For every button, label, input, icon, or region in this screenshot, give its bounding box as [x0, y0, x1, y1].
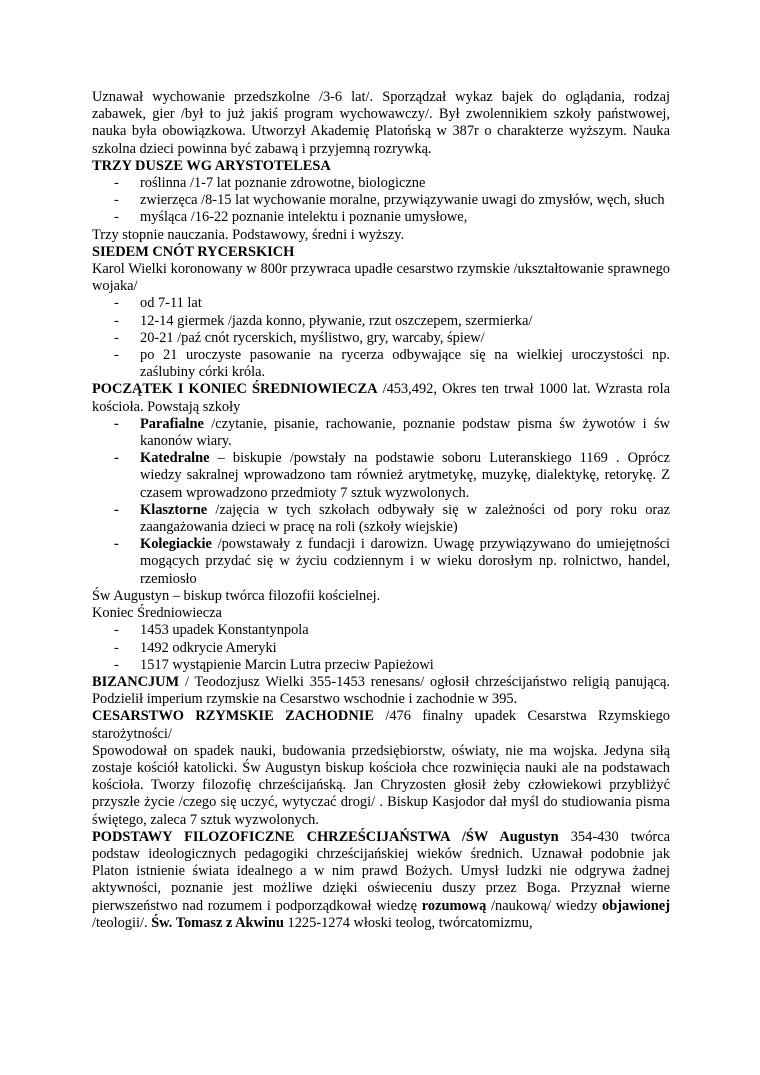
teaching-levels-text: Trzy stopnie nauczania. Podstawowy, średni i wyższy.: [92, 226, 405, 243]
list-item: - od 7-11 lat: [92, 295, 670, 312]
list-item: [92, 450, 670, 502]
school-name: Katedralne: [140, 450, 210, 467]
school-description: /powstawały z fundacji i darowizn. Uwagę przywiązywano do umiejętności mogących przydać się w życiu codziennym i w wieku dorosłym np. rolnictwo, handel, rzemiosło: [140, 536, 670, 587]
philosophy-text: /teologii/.: [92, 914, 152, 931]
knights-heading: SIEDEM CNÓT RYCERSKICH: [92, 243, 295, 260]
list-item: [92, 502, 670, 536]
intro-paragraph: Uznawał wychowanie przedszkolne /3-6 lat/. Sporządzał wykaz bajek do oglądania, rodzaj zabawek, gier /był to już jakiś program wychowawczy/. Był zwolennikiem szkoły państwowej, nauka była obowiązkowa. Utworzył Akademię Platońską w 387r o charakterze wyższym. Nauka szkolna dzieci powinna być zabawą i przyjemną rozrywką.: [92, 89, 670, 157]
list-item: - 1453 upadek Konstantynpola: [92, 622, 670, 639]
document-page: [92, 89, 670, 932]
augustine-line: Św Augustyn – biskup twórca filozofii kościelnej.: [92, 587, 381, 604]
byzantium-paragraph: [92, 674, 670, 708]
west-rome-label: CESARSTWO RZYMSKIE ZACHODNIE: [92, 708, 374, 725]
west-rome-text: /476 finalny upadek Cesarstwa Rzymskiego starożytności/: [92, 708, 670, 742]
knights-paragraph: Karol Wielki koronowany w 800r przywraca upadłe cesarstwo rzymskie /ukształtowanie sprawnego wojaka/: [92, 261, 670, 295]
knights-list: [92, 295, 670, 381]
school-description: – biskupie /powstały na podstawie soboru Luteranskiego 1169 . Oprócz wiedzy sakralnej wprowadzono tam również arytmetykę, muzykę, dialektykę, retorykę. Z czasem wprowadzono przedmioty 7 sztuk wyzwolonych.: [140, 450, 670, 501]
end-middle-ages-list: [92, 622, 670, 674]
list-item: - roślinna /1-7 lat poznanie zdrowotne, biologiczne: [92, 175, 670, 192]
philosophy-bold-term: objawionej: [602, 897, 670, 914]
school-name: Parafialne: [140, 415, 204, 432]
philosophy-text: 354-430 twórca podstaw ideologicznych pedagogiki chrześcijańskiej wieków średnich. Uznawał podobnie jak Platon istnienie świata idealnego a w nim prawd Bożych. Umysł ludzki nie odgrywa żadnej aktywności, poznanie jest możliwe dzięki oświeceniu duszy przez Boga. Przyznał wierne pierwszeństwo nad rozumem i podporządkował wiedzę: [92, 828, 670, 914]
philosophy-text: /naukową/ wiedzy: [486, 897, 603, 914]
philosophy-text: 1225-1274 włoski teolog, twórcatomizmu,: [283, 914, 533, 931]
souls-list: [92, 175, 670, 227]
middle-ages-heading: POCZĄTEK I KONIEC ŚREDNIOWIECZA: [92, 381, 378, 398]
list-item: - myśląca /16-22 poznanie intelektu i poznanie umysłowe,: [92, 209, 670, 226]
school-description: /zajęcia w tych szkołach odbywały się w zależności od pory roku oraz zaangażowania dzieci w pracę na roli (szkoły wiejskie): [140, 501, 670, 536]
middle-ages-paragraph: [92, 381, 670, 415]
school-description: /czytanie, pisanie, rachowanie, poznanie podstaw pisma św żywotów i św kanonów wiary.: [140, 415, 670, 450]
list-item: [92, 416, 670, 450]
byzantium-label: BIZANCJUM: [92, 673, 180, 690]
school-name: Klasztorne: [140, 501, 208, 518]
list-item: [92, 536, 670, 588]
philosophy-bold-term: Św. Tomasz z Akwinu: [151, 914, 284, 931]
philosophy-paragraph: [92, 829, 670, 932]
west-rome-heading-line: [92, 708, 670, 742]
west-rome-paragraph: Spowodował on spadek nauki, budowania przedsiębiorstw, oświaty, nie ma wojska. Jedyna siłą zostaje kościół katolicki. Św Augustyn biskup kościoła chce rozwinięcia nauki ale na podstawach kościoła. Tworzy filozofię chrześcijańską. Jan Chryzosten głosił żeby człowiekowi przybliżyć przyszłe życie /czego się uczyć, wytyczać drogi/ . Biskup Kasjodor dał myśl do studiowania pisma świętego, zaleca 7 sztuk wyzwolonych.: [92, 742, 670, 828]
list-item: - zwierzęca /8-15 lat wychowanie moralne, przywiązywanie uwagi do zmysłów, węch, słuch: [92, 192, 670, 209]
schools-list: [92, 416, 670, 588]
list-item: - 20-21 /paź cnót rycerskich, myślistwo, gry, warcaby, śpiew/: [92, 330, 670, 347]
list-item: - 12-14 giermek /jazda konno, pływanie, rzut oszczepem, szermierka/: [92, 313, 670, 330]
list-item: - 1517 wystąpienie Marcin Lutra przeciw Papieżowi: [92, 657, 670, 674]
byzantium-text: / Teodozjusz Wielki 355-1453 renesans/ ogłosił chrześcijaństwo religią panującą. Podzielił imperium rzymskie na Cesarstwo wschodnie i zachodnie w 395.: [92, 673, 670, 708]
middle-ages-text: /453,492, Okres ten trwał 1000 lat. Wzrasta rola kościoła. Powstają szkoły: [92, 381, 670, 415]
philosophy-label: PODSTAWY FILOZOFICZNE CHRZEŚCIJAŃSTWA /ŚW Augustyn: [92, 828, 559, 845]
school-name: Kolegiackie: [140, 536, 212, 553]
list-item: - 1492 odkrycie Ameryki: [92, 640, 670, 657]
end-middle-ages-heading: Koniec Średniowiecza: [92, 605, 222, 622]
list-item: - po 21 uroczyste pasowanie na rycerza odbywające się na wielkiej uroczystości np. zaślubiny córki króla.: [92, 347, 670, 381]
philosophy-bold-term: rozumową: [421, 897, 487, 914]
souls-heading: TRZY DUSZE WG ARYSTOTELESA: [92, 157, 331, 174]
